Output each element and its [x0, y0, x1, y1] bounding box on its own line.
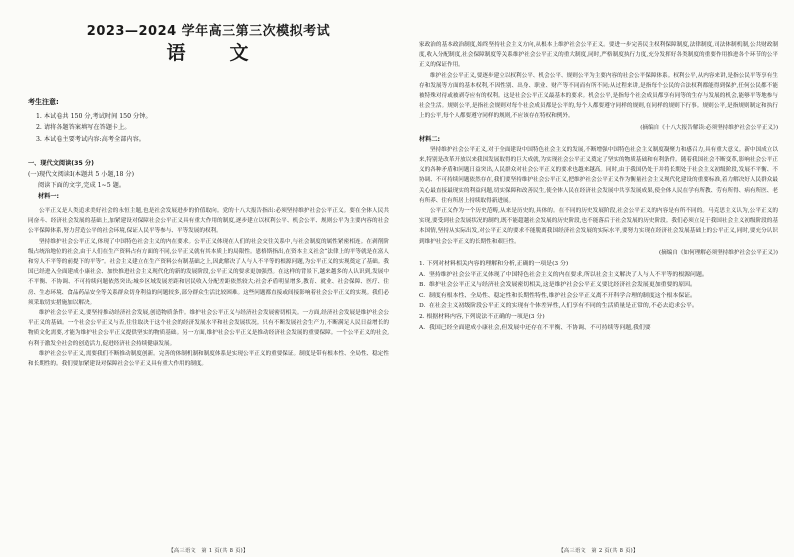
right-column [419, 0, 778, 557]
exam-notice [28, 97, 389, 145]
material1-label: 材料一: [38, 193, 60, 200]
page-footer: 【高三语文 第 2 页(共 8 页)】 [558, 548, 639, 554]
option-text: 坚持维护社会公平正义体现了中国特色社会主义的内在要求,所以社会主义解决了人与人不平等的根源问题。 [429, 271, 708, 278]
paragraph: 家政治的基本政治制度,始终坚持社会主义方向,从根本上维护社会公平正义。要进一步完善民主权利保障制度,法律制度,司法体制机制,公共财政制度,收入分配制度,社会保障制度等关系维护社会公平正义的重大制度,同时,严格制度执行力度,充分发挥好各类制度的重要作用推进各个环节的公平正义的保证作用。 [419, 42, 778, 69]
paragraph: 维护社会公平正义,要逐步建立以权利公平、机会公平、规则公平为主要内容的社会公平保障体系。权利公平,从内容来讲,是指公民平等享有生存和发展等方面的基本权利,不因性别、出身、职业、财产等不同而有所不同;从过程来讲,是指每个公民的合法权利都能得到保护,任何公民都不能被特殊对待或被剥夺应有的权利。这是社会公平正义最基本的要求。机会公平,是指每个社会成员都享有同等的生存与发展的机会,能够平等地参与社会生活。规则公平,是指社会规则对每个社会成员都是公平的,每个人都要遵守同样的规则,在同样的规则下行事。规则公平,是指规则制定和执行上的公平,每个人都要遵守同样的规则,不应该存在特权和例外。 [419, 72, 778, 120]
option [419, 291, 778, 302]
option-text: 在社会主义初级阶段公平正义的实现有个体差异性,人们享有不同的生活质量是正常的,不必去追求公平。 [429, 303, 698, 310]
section-heading: 一、现代文阅读(35 分) [28, 160, 94, 167]
question-stem: 2. 根据材料内容,下列说法不正确的一项是(3 分) [419, 314, 545, 321]
option [419, 323, 778, 334]
notice-heading: 考生注意: [28, 98, 59, 106]
left-column [28, 0, 389, 557]
source-citation: (摘编自《十八大报告解读:必须坚持维护社会公平正义》) [640, 124, 778, 131]
question-stem: 1. 下列对材料相关内容的理解和分析,正确的一项是(3 分) [419, 261, 569, 268]
paragraph: 公平正义作为一个历史范畴,从来是历史的,具体的。在不同的历史发展阶段,社会公平正义的内容是有所不同的。马克思主义认为,公平正义的实现,要受到社会发展状况的制约,既不能超越社会发展的历史阶段,也不能落后于社会发展的历史阶段。我们必须立足于我国社会主义初级阶段的基本国情,坚持从实际出发,对公平正义的要求不能脱离我国经济社会发展的实际水平,要努力实现在经济社会发展基础上的公平正义,同时,要充分认识到维护社会公平正义的长期性和艰巨性。 [419, 208, 778, 245]
option [419, 280, 778, 291]
source-citation: (摘编自《如何理解必须坚持维护社会公平正义》) [658, 249, 778, 256]
material1-body [28, 206, 389, 369]
question-2 [419, 312, 778, 333]
option-text: 制度有根本性、全局性、稳定性和长期性特性,维护社会公平正义离不开科学合理的制度这个根本保证。 [429, 292, 696, 299]
notice-item: 2. 请将各题答案填写在答题卡上。 [36, 124, 131, 131]
option-text: 维护社会公平正义与经济社会发展密切相关,这是维护社会公平正义要比经济社会发展更加重要的原因。 [429, 282, 696, 289]
option [419, 301, 778, 312]
paragraph: 公平正义是人类追求美好社会的永恒主题,也是社会发展进步的价值取向。党的十八大报告指出:必须坚持维护社会公平正义。要在全体人民共同奋斗、经济社会发展的基础上,加紧建设对保障社会公平正义具有重大作用的制度,逐步建立以权利公平、机会公平、规则公平为主要内容的社会公平保障体系,努力营造公平的社会环境,保证人民平等参与、平等发展的权利。 [28, 208, 389, 235]
material1-continued [419, 40, 778, 333]
notice-item: 3. 本试卷主要考试内容:高考全部内容。 [36, 135, 145, 143]
option [419, 270, 778, 281]
option-label: C. [419, 292, 426, 299]
right-page [397, 0, 794, 557]
exam-title: 2023—2024 学年高三第三次模拟考试 [86, 24, 331, 39]
instruction: 阅读下面的文字,完成 1~5 题。 [38, 182, 126, 189]
option-label: B. [419, 282, 426, 289]
option-label: A. [419, 271, 426, 278]
material2-label: 材料二: [419, 135, 441, 143]
option-label: D. [419, 303, 426, 310]
sub-heading: (一)现代文阅读Ⅰ(本题共 5 小题,18 分) [28, 171, 135, 178]
question-1 [419, 259, 778, 312]
paragraph: 坚持维护社会公平正义,对于全面建设中国特色社会主义的发展,不断增强中国特色社会主义制度凝聚力和感召力,具有重大意义。新中国成立以来,特别是改革开放以来我国发展取得的巨大成就,为实现社会公平正义奠定了坚实的物质基础和有利条件。随着我国社会不断变革,影响社会公平正义的各种矛盾和问题日益突出,人民群众对社会公平正义的要求也越来越高。同时,由于我国仍处于并将长期处于社会主义初级阶段,发展不平衡、不协调、不可持续问题依然存在,我们要坚持维护社会公平正义,把维护社会公平正义作为衡量社会主义现代化建设的重要标准,着力解决好人民群众最关心最直接最现实的利益问题,切实保障和改善民生,使全体人民在经济社会发展中共享发展成果,使全体人民在学有所教、劳有所得、病有所医、老有所养、住有所居上持续取得新进展。 [419, 146, 778, 204]
subject-title: 语 文 [166, 42, 251, 64]
option-text: 我国已经全面建成小康社会,但发展中还存在不平衡、不协调、不可持续等问题,我们要 [429, 324, 651, 331]
section-heading-block [28, 158, 389, 202]
page-footer: 【高三语文 第 1 页(共 8 页)】 [168, 548, 249, 554]
option-label: A. [419, 324, 426, 331]
paragraph: 维护社会公平正义,要坚持推动经济社会发展,创造物质条件。维护社会公平正义与经济社会发展密切相关。一方面,经济社会发展是维护社会公平正义的基础。一个社会公平正义与否,往往取决于这个社会的经济发展水平和社会发展状况。只有不断发展社会生产力,不断满足人民日益增长的物质文化需要,才能为维护社会公平正义提供坚实的物质基础。另一方面,维护社会公平正义是推动经济社会发展的重要保障。一个公平正义的社会,有利于激发全社会的创造活力,促进经济社会持续健康发展。 [28, 310, 389, 347]
notice-item: 1. 本试卷共 150 分,考试时间 150 分钟。 [36, 112, 152, 120]
paragraph: 坚持维护社会公平正义,体现了中国特色社会主义的内在要求。公平正义体现在人们的社会交往关系中,与社会制度的属性紧密相连。在剥削阶级占统治地位的社会,由于人们在生产资料占有方面的不同,公平正义就有其本质上的局限性。恩格斯指出,在资本主义社会“法律上的平等就是在富人和穷人不平等的前提下的平等”。社会主义建立在生产资料公有制基础之上,因此解决了人与人不平等的根源问题,为公平正义的实现奠定了基础。我国已经进入全面建成小康社会、加快推进社会主义现代化的新的发展阶段,公平正义的要求更加强烈。在这样的背景下,越来越多的人认识到,发展中不平衡、不协调、不可持续问题依然突出;城乡区域发展差距和居民收入分配差距依然较大;社会矛盾明显增多,教育、就业、社会保障、医疗、住房、生态环境、食品药品安全等关系群众切身利益的问题较多,部分群众生活比较困难。这些问题都直接或间接影响着社会公平正义的实现。我们必须采取切实措施加以解决。 [28, 238, 389, 306]
paragraph: 维护社会公平正义,需要我们不断推动制度创新。完善的体制机制和制度体系是实现公平正义的重要保证。制度是带有根本性、全局性、稳定性和长期性的。我们要加紧建设对保障社会公平正义具有重大作用的制度。 [28, 350, 389, 368]
